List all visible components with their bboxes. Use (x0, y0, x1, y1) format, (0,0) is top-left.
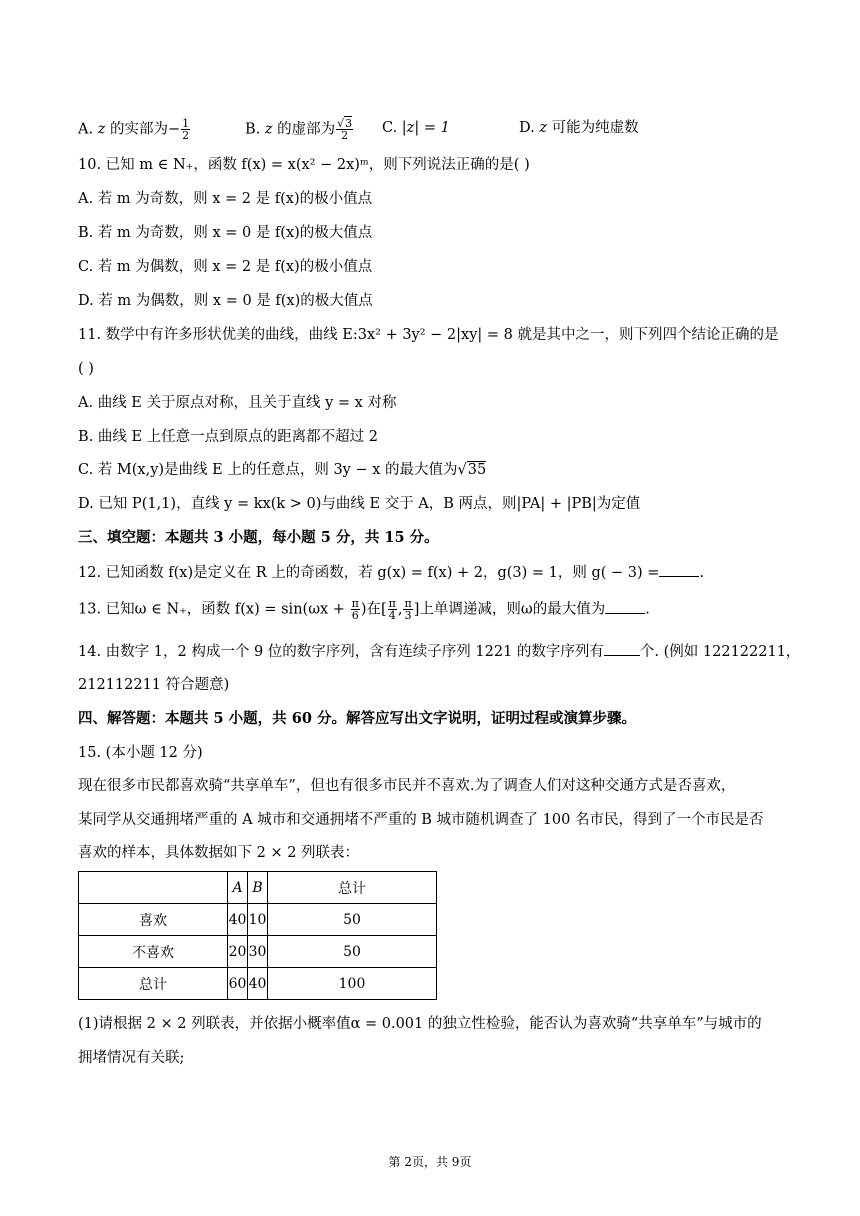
table-row (79, 904, 437, 936)
q11-c-text: C. 若 M(x,y)是曲线 E 上的任意点，则 3y − x 的最大值为√ (78, 462, 467, 478)
table-cell: 不喜欢 (79, 936, 228, 968)
q12-text: 12. 已知函数 f(x)是定义在 R 上的奇函数，若 g(x) = f(x) + 2，g(3) = 1，则 g( − 3) = (78, 565, 660, 581)
q9-b-num: √3 (337, 117, 353, 130)
table-cell: 50 (268, 904, 437, 936)
table-cell: 10 (248, 904, 268, 936)
q9-b-text: 的虚部为 (272, 121, 336, 138)
q9-options-row (78, 118, 778, 142)
q9-d-label: D. (519, 120, 540, 136)
table-cell: 40 (248, 968, 268, 1000)
q13-frac-1-num: π (351, 597, 359, 610)
q13-answer-blank[interactable] (605, 599, 645, 614)
table-cell: 30 (248, 936, 268, 968)
q11-option-d: D. 已知 P(1,1)，直线 y = kx(k > 0)与曲线 E 交于 A，B 两点，则|PA| + |PB|为定值 (78, 496, 641, 512)
q9-c-label: C. (382, 120, 402, 136)
q9-a-fraction (181, 118, 190, 141)
section-3-heading: 三、填空题：本题共 3 小题，每小题 5 分，共 15 分。 (78, 529, 439, 546)
q9-option-b (245, 118, 354, 141)
q13-text-mid2: ]上单调递减，则ω的最大值为 (413, 601, 606, 618)
q9-option-d (519, 118, 639, 138)
q9-b-radicand: 3 (345, 117, 353, 130)
q13-comma: , (397, 601, 403, 618)
q13-frac-2 (388, 598, 397, 621)
contingency-table (78, 871, 437, 1000)
q13-frac-3-num: π (404, 597, 412, 610)
q10-stem: 10. 已知 m ∈ N₊，函数 f(x) = x(x² − 2x)ᵐ，则下列说法正确的是( ) (78, 157, 530, 173)
q9-a-den: 2 (182, 129, 190, 142)
q12-answer-blank[interactable] (659, 562, 699, 577)
q13-frac-3 (403, 598, 412, 621)
q9-option-a (78, 118, 191, 141)
q9-b-label: B. (245, 121, 265, 138)
table-header-cell (79, 872, 228, 904)
q14-answer-blank[interactable] (604, 641, 640, 656)
q14-line-1 (78, 641, 800, 662)
q15-para-3: 喜欢的样本，具体数据如下 2 × 2 列联表： (78, 845, 360, 861)
q9-a-text: 的实部为− (105, 121, 181, 138)
table-header-cell: B (248, 872, 268, 904)
q10-option-a: A. 若 m 为奇数，则 x = 2 是 f(x)的极小值点 (78, 191, 373, 207)
table-cell: 总计 (79, 968, 228, 1000)
q13-frac-1 (351, 598, 360, 621)
table-row (79, 936, 437, 968)
table-header-cell: 总计 (268, 872, 437, 904)
q9-b-fraction (336, 118, 353, 141)
section-4-heading: 四、解答题：本题共 5 小题，共 60 分。解答应写出文字说明，证明过程或演算步骤。 (78, 710, 636, 727)
q11-paren: ( ) (78, 361, 94, 377)
q15-sub1-line-1: (1)请根据 2 × 2 列联表，并依据小概率值α = 0.001 的独立性检验，能否认为喜欢骑“共享单车”与城市的 (78, 1016, 762, 1032)
q9-c-text: |z| = 1 (401, 120, 450, 136)
q9-b-var: z (264, 121, 273, 138)
q9-a-num: 1 (182, 117, 190, 130)
q10-option-d: D. 若 m 为偶数，则 x = 0 是 f(x)的极大值点 (78, 293, 373, 309)
q15-heading: 15. (本小题 12 分) (78, 745, 203, 761)
page-footer: 第 2页，共 9页 (388, 1155, 472, 1169)
q11-option-b: B. 曲线 E 上任意一点到原点的距离都不超过 2 (78, 429, 379, 445)
table-cell: 40 (228, 904, 248, 936)
q15-sub1-line-2: 拥堵情况有关联; (78, 1050, 185, 1066)
table-header-cell: A (228, 872, 248, 904)
q9-a-var: z (97, 121, 106, 138)
q13-frac-2-num: π (388, 597, 396, 610)
q11-option-a: A. 曲线 E 关于原点对称，且关于直线 y = x 对称 (78, 395, 397, 411)
q9-b-den: 2 (341, 129, 349, 142)
q11-option-c (78, 460, 486, 480)
q14-text-pre: 14. 由数字 1，2 构成一个 9 位的数字序列，含有连续子序列 1221 的数字序列有 (78, 644, 604, 660)
q14-text-post: 个. (例如 122122211， (639, 644, 801, 660)
table-row (79, 968, 437, 1000)
table-cell: 50 (268, 936, 437, 968)
q10-option-c: C. 若 m 为偶数，则 x = 2 是 f(x)的极小值点 (78, 259, 373, 275)
q14-line-2: 212112211 符合题意) (78, 677, 230, 693)
q15-para-2: 某同学从交通拥堵严重的 A 城市和交通拥堵不严重的 B 城市随机调查了 100 名市民，得到了一个市民是否 (78, 812, 764, 828)
q9-a-label: A. (78, 121, 98, 138)
q13-text-mid1: )在[ (360, 601, 387, 618)
q13-period: . (645, 601, 650, 618)
q9-d-text: 可能为纯虚数 (546, 120, 639, 136)
q11-stem: 11. 数学中有许多形状优美的曲线，曲线 E:3x² + 3y² − 2|xy| = 8 就是其中之一，则下列四个结论正确的是 (78, 327, 779, 343)
q13-frac-2-den: 4 (388, 609, 396, 622)
q13-frac-3-den: 3 (404, 609, 412, 622)
q13 (78, 598, 650, 621)
table-cell: 100 (268, 968, 437, 1000)
table-cell: 20 (228, 936, 248, 968)
q13-frac-1-den: 6 (351, 609, 359, 622)
table-cell: 喜欢 (79, 904, 228, 936)
q12-period: . (699, 565, 705, 581)
q9-option-c (382, 118, 450, 138)
q15-para-1: 现在很多市民都喜欢骑“共享单车”，但也有很多市民并不喜欢.为了调查人们对这种交通方式是否喜欢， (78, 778, 736, 794)
table-cell: 60 (228, 968, 248, 1000)
q11-c-radicand: 35 (467, 462, 487, 478)
q9-d-var: z (539, 120, 547, 136)
q12 (78, 562, 704, 583)
table-header-row (79, 872, 437, 904)
q13-text-pre: 13. 已知ω ∈ N₊，函数 f(x) = sin(ωx + (78, 601, 350, 618)
q10-option-b: B. 若 m 为奇数，则 x = 0 是 f(x)的极大值点 (78, 225, 373, 241)
